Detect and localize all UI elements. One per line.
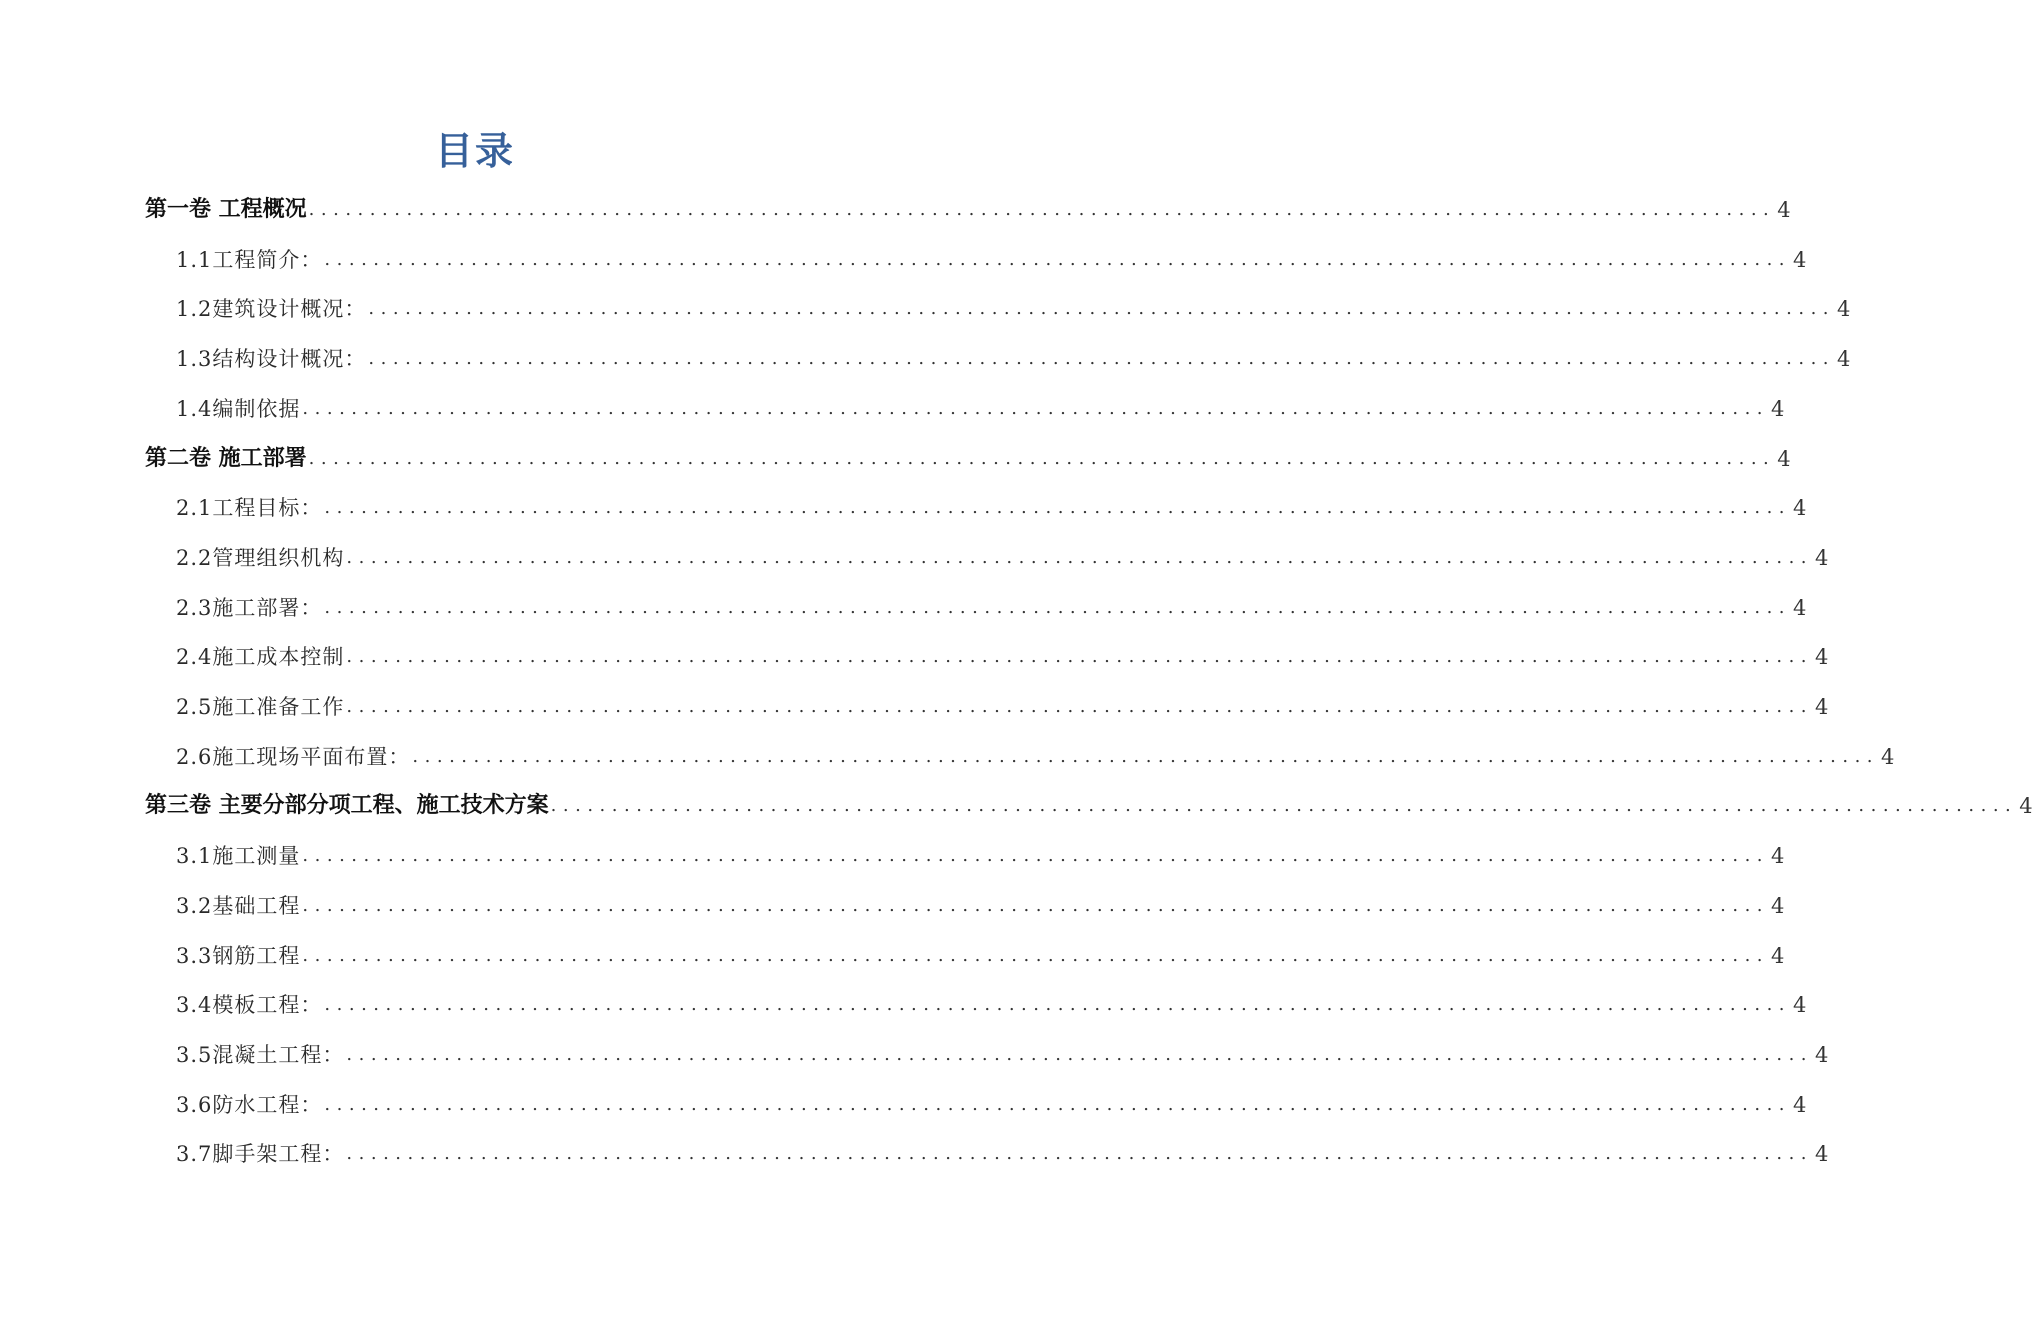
toc-entry-1-4[interactable] (176, 383, 1785, 423)
toc-page-number: 4 (1777, 446, 1791, 471)
toc-entry-3-6[interactable] (176, 1079, 1807, 1119)
toc-dot-leader: ........................................................................................................................ (412, 745, 1880, 767)
toc-page-number: 4 (1793, 496, 1807, 521)
toc-dot-leader: ........................................................................................................................ (324, 596, 1792, 618)
toc-page-number: 4 (1815, 545, 1829, 570)
toc-entry-label: 3.6防水工程： (176, 1092, 323, 1117)
toc-dot-leader: ........................................................................................................................ (308, 199, 1776, 220)
toc-page-number: 4 (1771, 396, 1785, 421)
toc-entry-2-3[interactable] (176, 582, 1807, 622)
toc-page-number: 4 (2019, 794, 2033, 819)
toc-dot-leader: ........................................................................................................................ (346, 646, 1814, 668)
toc-entry-2-1[interactable] (176, 482, 1807, 522)
toc-entry-label: 1.1工程简介： (176, 247, 323, 272)
toc-dot-leader: ........................................................................................................................ (346, 546, 1814, 568)
toc-entry-label: 2.6施工现场平面布置： (176, 744, 411, 769)
toc-entry-label: 2.4施工成本控制 (176, 645, 345, 670)
toc-page-number: 4 (1881, 744, 1895, 769)
toc-page-number: 4 (1815, 1042, 1829, 1067)
toc-dot-leader: ........................................................................................................................ (346, 1143, 1814, 1165)
toc-entry-3-2[interactable] (176, 880, 1785, 920)
toc-entry-label: 3.4模板工程： (176, 993, 323, 1018)
toc-page-number: 4 (1793, 595, 1807, 620)
toc-entry-3-7[interactable] (176, 1128, 1829, 1168)
toc-entry-volume-3[interactable] (145, 780, 2033, 820)
toc-page-number: 4 (1771, 893, 1785, 918)
toc-entry-label: 第一卷 工程概况 (145, 197, 307, 222)
toc-page-number: 4 (1815, 1142, 1829, 1167)
toc-dot-leader: ........................................................................................................................ (302, 944, 1770, 966)
toc-dot-leader: ........................................................................................................................ (324, 497, 1792, 519)
toc-entry-label: 3.3钢筋工程 (176, 943, 301, 968)
toc-dot-leader: ........................................................................................................................ (302, 845, 1770, 867)
toc-entry-label: 3.2基础工程 (176, 893, 301, 918)
toc-page-number: 4 (1815, 695, 1829, 719)
toc-dot-leader: ........................................................................................................................ (368, 348, 1836, 370)
toc-entry-label: 2.2管理组织机构 (176, 545, 345, 570)
toc-entry-label: 1.3结构设计概况： (176, 347, 367, 372)
toc-entry-label: 3.7脚手架工程： (176, 1142, 345, 1167)
toc-entry-label: 第三卷 主要分部分项工程、施工技术方案 (145, 793, 549, 819)
toc-page-number: 4 (1793, 1092, 1807, 1117)
toc-entry-label: 1.4编制依据 (176, 396, 301, 421)
toc-dot-leader: ........................................................................................................................ (302, 894, 1770, 916)
toc-entry-3-4[interactable] (176, 979, 1807, 1019)
toc-entry-label: 1.2建筑设计概况： (176, 297, 367, 322)
toc-entry-volume-2[interactable] (145, 433, 1791, 473)
toc-entry-label: 3.1施工测量 (176, 844, 301, 869)
toc-dot-leader: ........................................................................................................................ (324, 248, 1792, 270)
toc-dot-leader: ........................................................................................................................ (324, 1093, 1792, 1115)
toc-entry-3-5[interactable] (176, 1029, 1829, 1069)
toc-page-number: 4 (1771, 943, 1785, 968)
toc-entry-3-3[interactable] (176, 930, 1785, 970)
toc-page-number: 4 (1815, 645, 1829, 670)
toc-entry-2-6[interactable] (176, 731, 1895, 771)
toc-entry-1-1[interactable] (176, 234, 1807, 274)
toc-entry-volume-1[interactable] (145, 184, 1791, 224)
toc-entry-label: 3.5混凝土工程： (176, 1042, 345, 1067)
toc-page-number: 4 (1793, 993, 1807, 1018)
toc-page-number: 4 (1777, 198, 1791, 222)
toc-page-number: 4 (1771, 844, 1785, 869)
toc-page-number: 4 (1837, 297, 1851, 322)
toc-page-number: 4 (1837, 347, 1851, 372)
toc-entry-1-3[interactable] (176, 333, 1851, 373)
toc-entry-2-2[interactable] (176, 532, 1829, 572)
toc-dot-leader: ........................................................................................................................ (346, 696, 1814, 717)
toc-dot-leader: ........................................................................................................................ (324, 994, 1792, 1016)
toc-title: 目录 (434, 129, 515, 173)
toc-entry-2-5[interactable] (176, 681, 1829, 721)
toc-page-number: 4 (1793, 247, 1807, 272)
toc-entry-label: 2.3施工部署： (176, 595, 323, 620)
toc-dot-leader: ........................................................................................................................ (346, 1043, 1814, 1065)
toc-entry-label: 第二卷 施工部署 (145, 445, 307, 471)
toc-dot-leader: ........................................................................................................................ (368, 298, 1836, 320)
toc-dot-leader: ........................................................................................................................ (308, 447, 1776, 469)
toc-entry-3-1[interactable] (176, 830, 1785, 870)
toc-dot-leader: ........................................................................................................................ (302, 397, 1770, 419)
toc-entry-1-2[interactable] (176, 283, 1851, 323)
toc-dot-leader: ........................................................................................................................ (550, 795, 2018, 817)
toc-entry-label: 2.5施工准备工作 (176, 695, 345, 719)
toc-entry-label: 2.1工程目标： (176, 496, 323, 521)
toc-entry-2-4[interactable] (176, 631, 1829, 671)
